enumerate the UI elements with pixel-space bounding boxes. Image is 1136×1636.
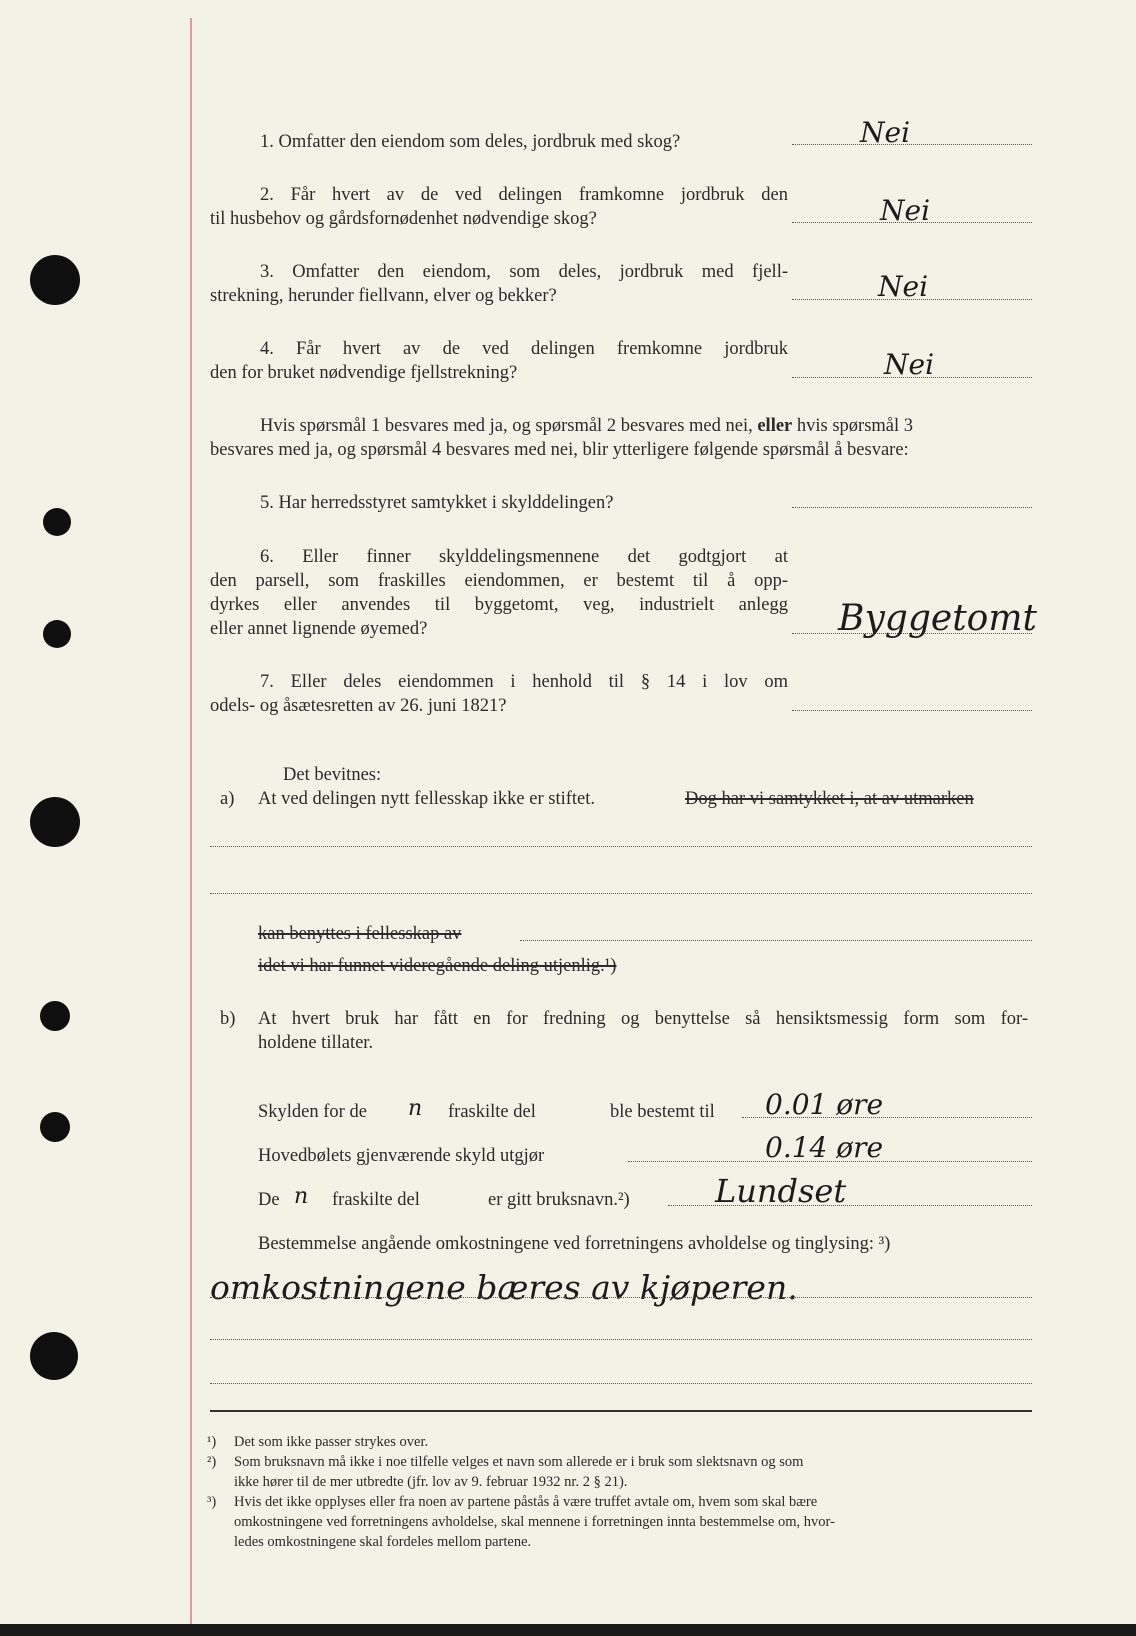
question-6-line-4: eller annet lignende øyemed? (210, 619, 428, 639)
footnote-2-line-1: Som bruksnavn må ikke i noe tilfelle velges et navn som allerede er i bruk som slektsnavn og som (234, 1454, 804, 1470)
skylden-label-del: fraskilte del (448, 1102, 536, 1122)
hoved-value: 0.14 øre (765, 1131, 884, 1164)
attest-b-label: b) (220, 1009, 236, 1029)
question-2-line-1: 2. Får hvert av de ved delingen framkomne jordbruk den (260, 185, 788, 205)
question-4-line-2: den for bruket nødvendige fjellstrekning? (210, 363, 518, 383)
punch-hole (40, 1001, 70, 1031)
question-7-line-1: 7. Eller deles eiendommen i henhold til § 14 i lov om (260, 672, 788, 692)
answer-line (792, 507, 1032, 508)
struck-line-1: kan benyttes i fellesskap av (258, 924, 462, 944)
navn-label-bruksnavn: er gitt bruksnavn.²) (488, 1190, 630, 1210)
navn-label: De (258, 1190, 280, 1210)
question-4-line-1: 4. Får hvert av de ved delingen fremkomne jordbruk (260, 339, 788, 359)
skylden-label-bestemt: ble bestemt til (610, 1102, 715, 1122)
navn-value: Lundset (715, 1172, 847, 1210)
punch-hole (43, 508, 71, 536)
skylden-label: Skylden for de (258, 1102, 367, 1122)
question-5: 5. Har herredsstyret samtykket i skylddelingen? (260, 493, 614, 513)
answer-6: Byggetomt (838, 598, 1037, 639)
condition-text-line-2: besvares med ja, og spørsmål 4 besvares med nei, blir ytterligere følgende spørsmål å besvare: (210, 440, 909, 460)
question-7-line-2: odels- og åsætesretten av 26. juni 1821? (210, 696, 507, 716)
blank-line (210, 893, 1032, 894)
condition-part: Hvis spørsmål 1 besvares med ja, og spørsmål 2 besvares med nei, (260, 416, 753, 436)
question-3-line-2: strekning, herunder fiellvann, elver og bekker? (210, 286, 557, 306)
footnote-3-line-2: omkostningene ved forretningens avholdelse, skal mennene i forretningen innta bestemmelse om, hvor- (234, 1514, 835, 1530)
answer-line (792, 144, 1032, 145)
blank-line (210, 1383, 1032, 1384)
condition-text-line-1 (260, 414, 913, 439)
answer-4: Nei (884, 348, 935, 381)
attest-a-text: At ved delingen nytt fellesskap ikke er stiftet. (258, 789, 596, 809)
punch-hole (43, 620, 71, 648)
footnote-3-line-3: ledes omkostningene skal fordeles mellom partene. (234, 1534, 532, 1550)
footnote-mark-3: ³) (207, 1494, 217, 1510)
struck-line-2: idet vi har funnet videregående deling utjenlig.¹) (258, 956, 617, 976)
punch-hole (30, 255, 80, 305)
punch-hole (30, 1332, 78, 1380)
footnote-1: Det som ikke passer strykes over. (234, 1434, 429, 1450)
blank-line (210, 846, 1032, 847)
answer-1: Nei (860, 116, 911, 149)
skylden-mark: n (408, 1096, 423, 1121)
punch-hole (30, 797, 80, 847)
question-6-line-2: den parsell, som fraskilles eiendommen, er bestemt til å opp- (210, 571, 788, 591)
blank-line (210, 1339, 1032, 1340)
attest-heading: Det bevitnes: (283, 765, 382, 785)
attest-a-struck: Dog har vi samtykket i, at av utmarken (685, 789, 974, 809)
question-1: 1. Omfatter den eiendom som deles, jordbruk med skog? (260, 132, 681, 152)
condition-part: hvis spørsmål 3 (796, 416, 914, 436)
question-6-line-3: dyrkes eller anvendes til byggetomt, veg, industrielt anlegg (210, 595, 788, 615)
answer-3: Nei (878, 270, 929, 303)
question-6-line-1: 6. Eller finner skylddelingsmennene det godtgjort at (260, 547, 788, 567)
footnote-separator (210, 1410, 1032, 1412)
blank-line (520, 940, 1032, 941)
footnote-mark-2: ²) (207, 1454, 217, 1470)
attest-a-label: a) (220, 789, 235, 809)
question-2-line-2: til husbehov og gårdsfornødenhet nødvendige skog? (210, 209, 597, 229)
navn-mark: n (294, 1184, 309, 1209)
answer-line (792, 710, 1032, 711)
navn-label-del: fraskilte del (332, 1190, 420, 1210)
answer-2: Nei (880, 194, 931, 227)
footnote-3-line-1: Hvis det ikke opplyses eller fra noen av partene påstås å være truffet avtale om, hvem som skal bære (234, 1494, 818, 1510)
margin-line (190, 18, 192, 1628)
punch-hole (40, 1112, 70, 1142)
question-3-line-1: 3. Omfatter den eiendom, som deles, jordbruk med fjell- (260, 262, 788, 282)
skylden-value: 0.01 øre (765, 1088, 884, 1121)
hoved-label: Hovedbølets gjenværende skyld utgjør (258, 1146, 545, 1166)
value-line (210, 1297, 1032, 1298)
cost-value: omkostningene bæres av kjøperen. (210, 1268, 798, 1307)
condition-eller: eller (757, 416, 793, 436)
footnote-2-line-2: ikke hører til de mer utbredte (jfr. lov av 9. februar 1932 nr. 2 § 21). (234, 1474, 628, 1490)
footnote-mark-1: ¹) (207, 1434, 217, 1450)
scan-border (0, 1624, 1136, 1636)
attest-b-line-2: holdene tillater. (258, 1033, 374, 1053)
attest-b-line-1: At hvert bruk har fått en for fredning og benyttelse så hensiktsmessig form som for- (258, 1009, 1028, 1029)
cost-label: Bestemmelse angående omkostningene ved forretningens avholdelse og tinglysing: ³) (258, 1234, 891, 1254)
